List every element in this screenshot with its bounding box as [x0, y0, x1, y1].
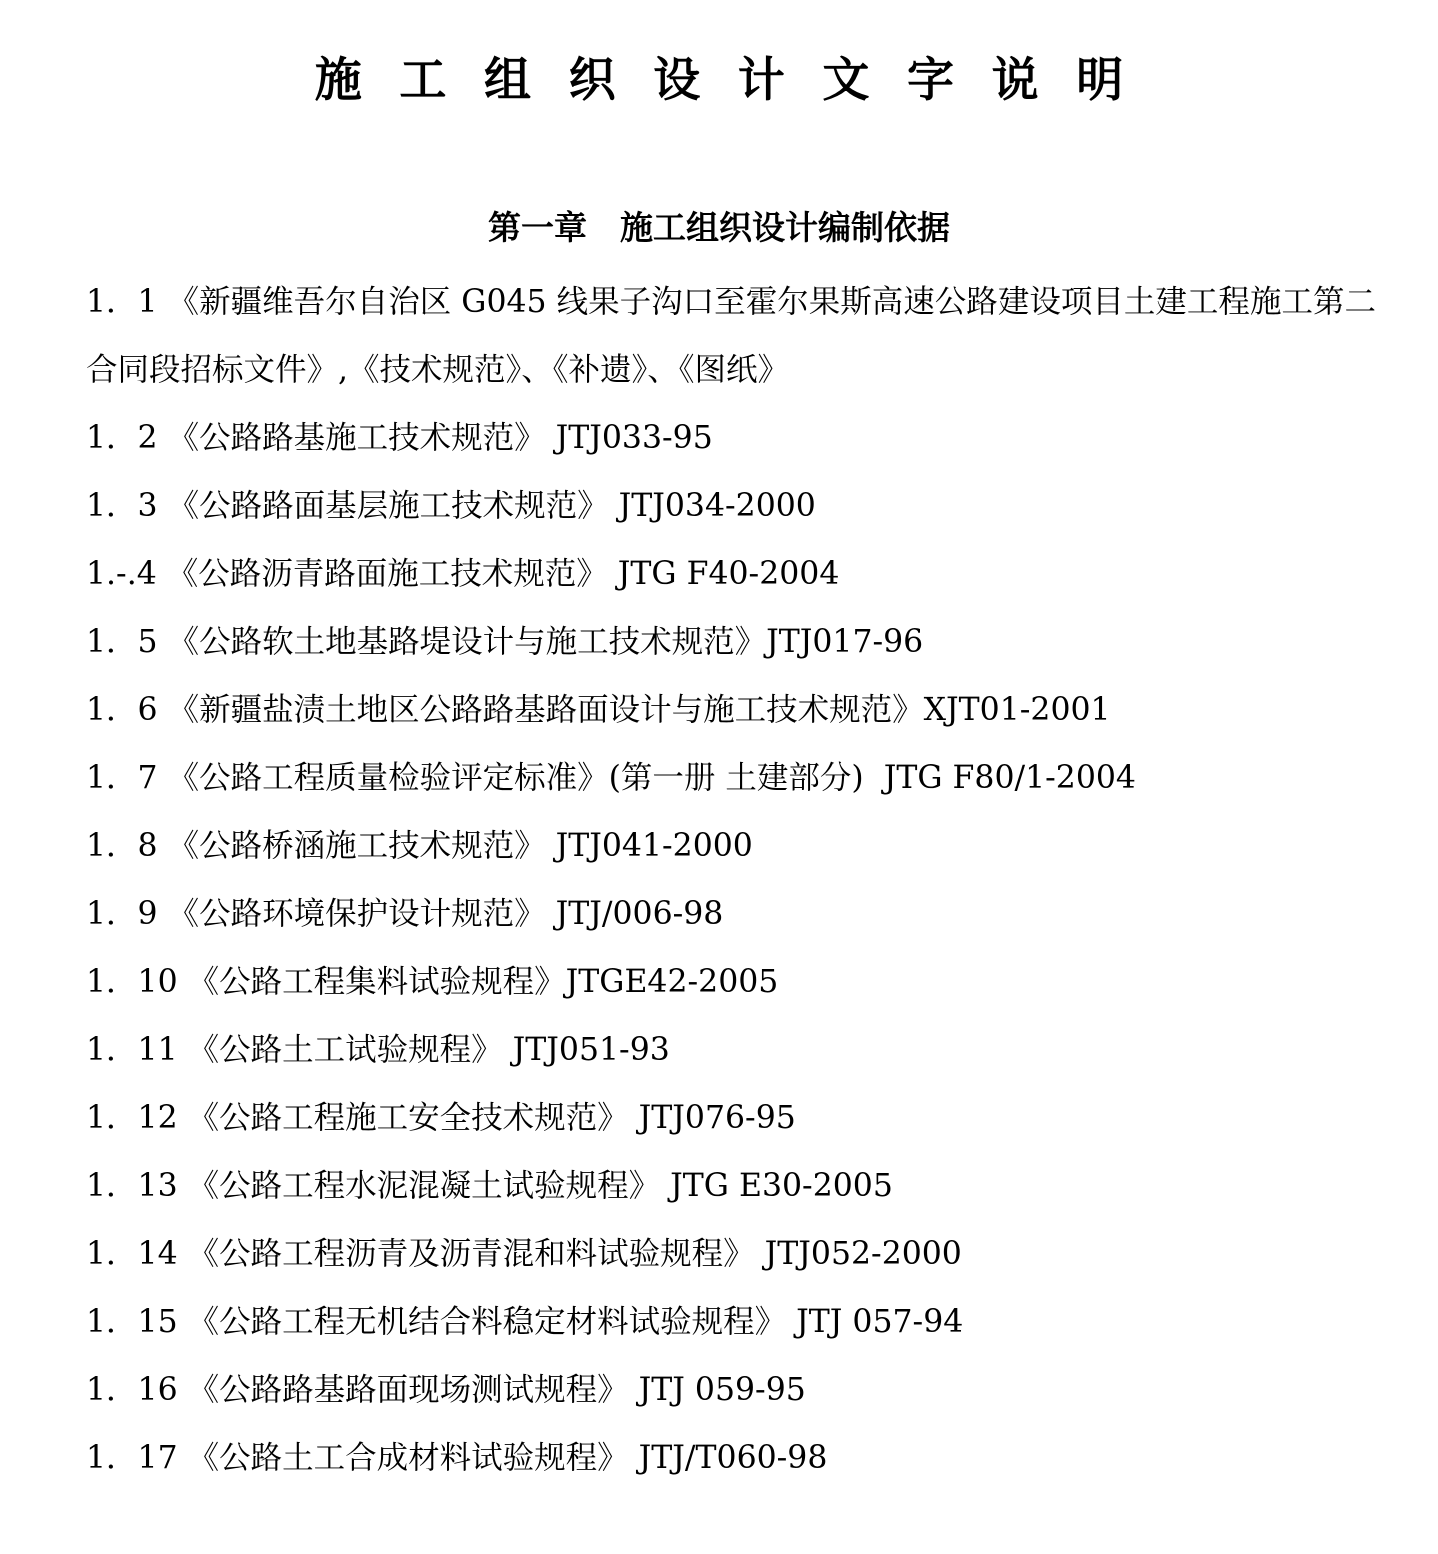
- reference-text: 《公路路基路面现场测试规程》 JTJ 059-95: [187, 1372, 806, 1408]
- reference-item: [86, 744, 1376, 812]
- reference-text: 《公路路面基层施工技术规范》 JTJ034-2000: [167, 488, 816, 524]
- reference-number: 1．10: [86, 964, 178, 1000]
- reference-item: [86, 1356, 1376, 1424]
- reference-number: 1．16: [86, 1372, 178, 1408]
- reference-number: 1．7: [86, 760, 158, 796]
- reference-item: [86, 948, 1376, 1016]
- reference-text: 《公路沥青路面施工技术规范》 JTG F40-2004: [166, 556, 840, 592]
- reference-text: 《公路工程集料试验规程》JTGE42-2005: [187, 964, 779, 1000]
- reference-number: 1．3: [86, 488, 158, 524]
- reference-number: 1．8: [86, 828, 158, 864]
- reference-item: [86, 268, 1376, 404]
- reference-item: [86, 1152, 1376, 1220]
- reference-item: [86, 1424, 1376, 1492]
- reference-text: 《公路工程沥青及沥青混和料试验规程》 JTJ052-2000: [187, 1236, 962, 1272]
- reference-item: [86, 404, 1376, 472]
- reference-number: 1．12: [86, 1100, 178, 1136]
- document-title: 施工组织设计文字说明: [314, 53, 1161, 108]
- reference-text: 《新疆维吾尔自治区 G045 线果子沟口至霍尔果斯高速公路建设项目土建工程施工第二合同段招标文件》,《技术规范》、《补遗》、《图纸》: [86, 284, 1376, 388]
- reference-item: [86, 676, 1376, 744]
- reference-number: 1．1: [86, 284, 158, 320]
- reference-text: 《公路工程施工安全技术规范》 JTJ076-95: [187, 1100, 796, 1136]
- reference-number: 1．9: [86, 896, 158, 932]
- reference-text: 《新疆盐渍土地区公路路基路面设计与施工技术规范》XJT01-2001: [167, 692, 1111, 728]
- reference-item: [86, 1016, 1376, 1084]
- reference-text: 《公路土工试验规程》 JTJ051-93: [187, 1032, 670, 1068]
- reference-number: 1．11: [86, 1032, 178, 1068]
- reference-number: 1．6: [86, 692, 158, 728]
- reference-text: 《公路路基施工技术规范》 JTJ033-95: [167, 420, 713, 456]
- reference-text: 《公路桥涵施工技术规范》 JTJ041-2000: [167, 828, 753, 864]
- reference-text: 《公路软土地基路堤设计与施工技术规范》JTJ017-96: [167, 624, 924, 660]
- reference-text: 《公路工程质量检验评定标准》(第一册 土建部分) JTG F80/1-2004: [167, 760, 1136, 796]
- reference-list: [86, 268, 1376, 1492]
- reference-number: 1．14: [86, 1236, 178, 1272]
- reference-item: [86, 1220, 1376, 1288]
- reference-number: 1．17: [86, 1440, 178, 1476]
- reference-text: 《公路土工合成材料试验规程》 JTJ/T060-98: [187, 1440, 828, 1476]
- reference-item: [86, 880, 1376, 948]
- reference-item: [86, 1084, 1376, 1152]
- reference-number: 1．15: [86, 1304, 178, 1340]
- reference-item: [86, 812, 1376, 880]
- reference-text: 《公路工程水泥混凝土试验规程》 JTG E30-2005: [187, 1168, 893, 1204]
- reference-item: [86, 1288, 1376, 1356]
- reference-number: 1.-.4: [86, 556, 157, 592]
- reference-number: 1．13: [86, 1168, 178, 1204]
- reference-item: [86, 540, 1376, 608]
- reference-number: 1．5: [86, 624, 158, 660]
- reference-text: 《公路工程无机结合料稳定材料试验规程》 JTJ 057-94: [187, 1304, 964, 1340]
- reference-item: [86, 472, 1376, 540]
- reference-item: [86, 608, 1376, 676]
- reference-number: 1．2: [86, 420, 158, 456]
- reference-text: 《公路环境保护设计规范》 JTJ/006-98: [167, 896, 724, 932]
- chapter-title: 第一章 施工组织设计编制依据: [488, 208, 950, 247]
